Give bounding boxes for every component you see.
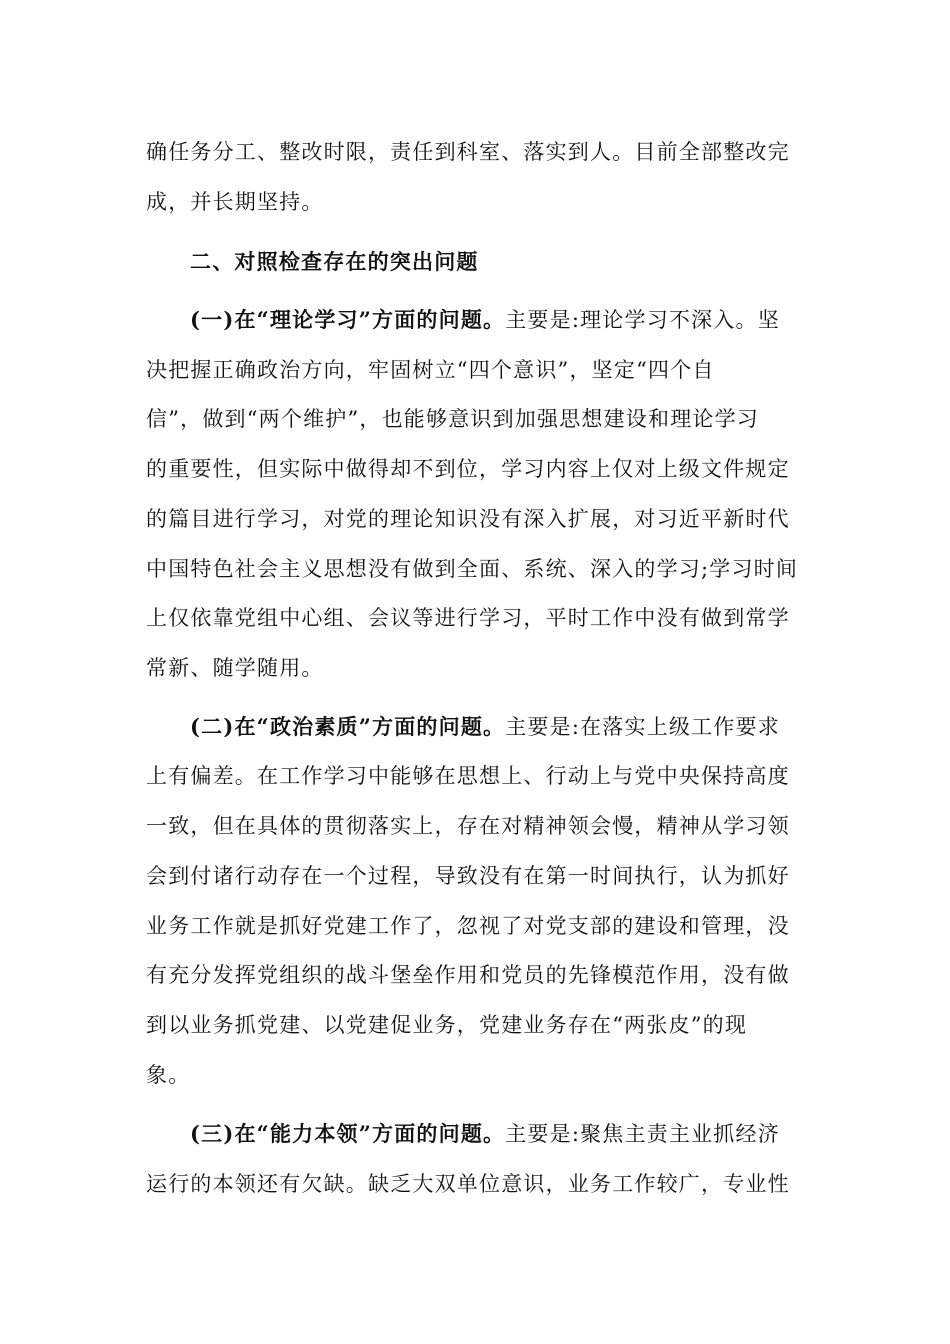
item2-heading: (二)在“政治素质”方面的问题。 (190, 714, 506, 739)
item3-line: 运行的本领还有欠缺。缺乏大双单位意识，业务工作较广，专业性 (146, 1172, 790, 1196)
carry-over-line-2: 成，并长期坚持。 (146, 190, 324, 214)
item2-line: 一致，但在具体的贯彻落实上，存在对精神领会慢，精神从学习领 (146, 814, 790, 838)
item1-line: 信”，做到“两个维护”，也能够意识到加强思想建设和理论学习 (146, 407, 760, 431)
item1-line: 上仅依靠党组中心组、会议等进行学习，平时工作中没有做到常学 (146, 606, 790, 630)
item1-heading: (一)在“理论学习”方面的问题。 (190, 307, 506, 332)
section-heading: 二、对照检查存在的突出问题 (190, 249, 479, 274)
item1-first-line (190, 307, 780, 333)
item2-line: 象。 (146, 1063, 191, 1087)
item1-first-line-rest: 主要是:理论学习不深入。坚 (505, 308, 780, 332)
item2-line: 有充分发挥党组织的战斗堡垒作用和党员的先锋模范作用，没有做 (146, 963, 790, 987)
item1-line: 决把握正确政治方向，牢固树立“四个意识”，坚定“四个自 (146, 358, 715, 382)
item3-first-line-rest: 主要是:聚焦主责主业抓经济 (505, 1122, 780, 1146)
item2-line: 业务工作就是抓好党建工作了，忽视了对党支部的建设和管理，没 (146, 914, 790, 938)
carry-over-line-1: 确任务分工、整改时限，责任到科室、落实到人。目前全部整改完 (146, 140, 790, 164)
item1-line: 常新、随学随用。 (146, 656, 324, 680)
item1-line: 的篇目进行学习，对党的理论知识没有深入扩展，对习近平新时代 (146, 507, 790, 531)
item2-line: 到以业务抓党建、以党建促业务，党建业务存在“两张皮”的现 (146, 1013, 748, 1037)
item2-first-line (190, 714, 780, 740)
item2-line: 上有偏差。在工作学习中能够在思想上、行动上与党中央保持高度 (146, 764, 790, 788)
item2-line: 会到付诸行动存在一个过程，导致没有在第一时间执行，认为抓好 (146, 864, 790, 888)
item3-heading: (三)在“能力本领”方面的问题。 (190, 1121, 506, 1146)
item1-line: 的重要性，但实际中做得却不到位，学习内容上仅对上级文件规定 (146, 457, 790, 481)
item3-first-line (190, 1121, 780, 1147)
item2-first-line-rest: 主要是:在落实上级工作要求 (505, 715, 780, 739)
item1-line: 中国特色社会主义思想没有做到全面、系统、深入的学习;学习时间 (146, 557, 799, 581)
